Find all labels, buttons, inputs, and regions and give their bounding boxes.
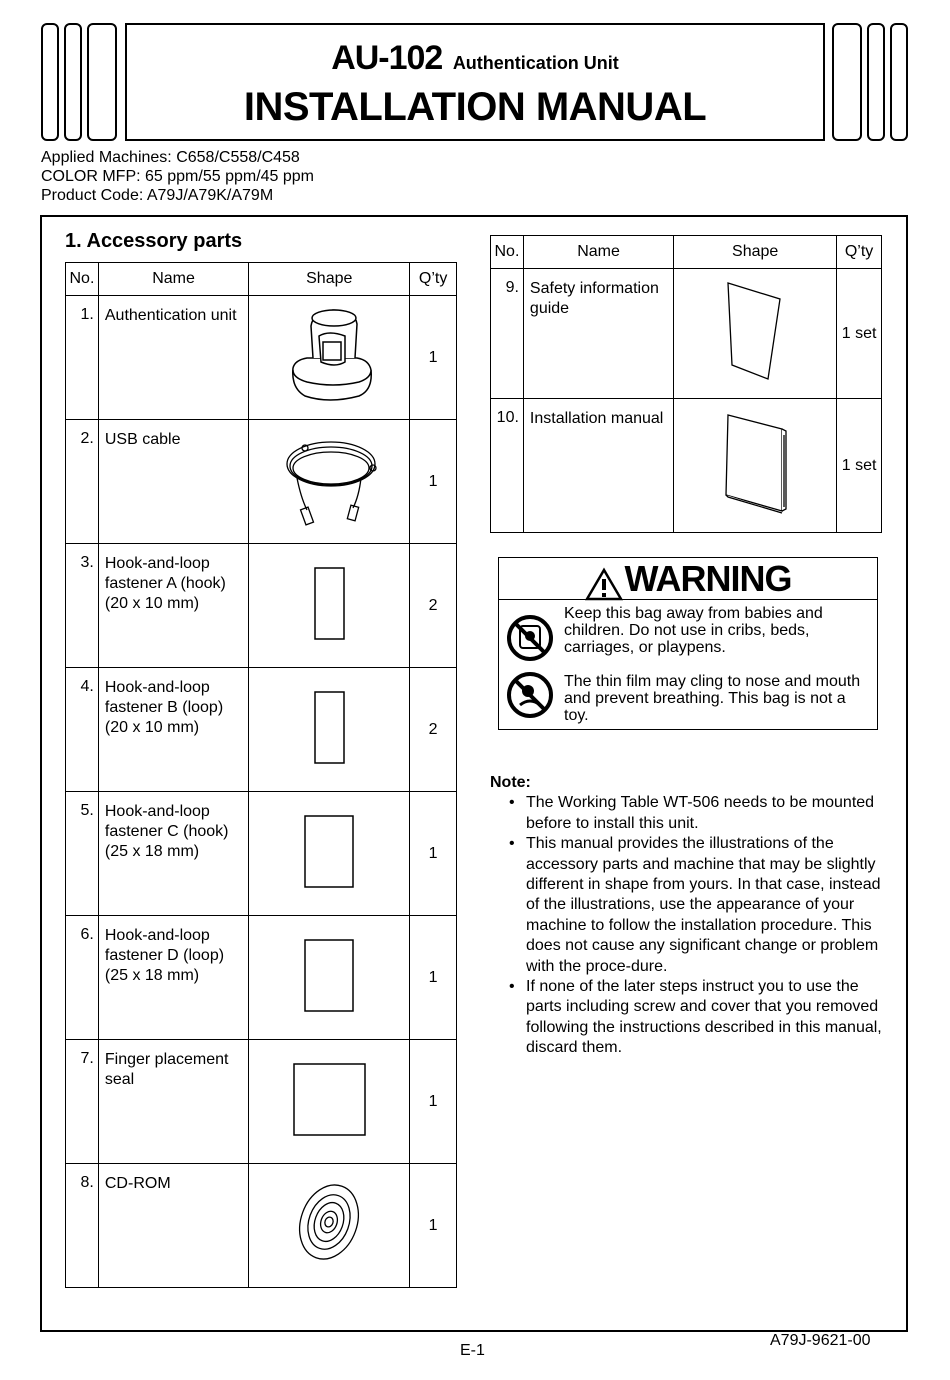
fastener-a-icon <box>249 544 409 662</box>
part-no: 4. <box>66 668 99 792</box>
header-bar <box>87 23 117 141</box>
col-qty-header: Q’ty <box>837 236 882 269</box>
note-section <box>490 773 890 1059</box>
part-no: 6. <box>66 916 99 1040</box>
part-qty: 2 <box>410 668 457 792</box>
header-bar <box>64 23 82 141</box>
section-title: 1. Accessory parts <box>65 230 243 252</box>
part-name: Hook-and-loop fastener C (hook) (25 x 18 mm) <box>98 792 248 916</box>
part-shape <box>674 269 837 399</box>
part-qty: 1 set <box>837 269 882 399</box>
part-qty: 1 <box>410 296 457 420</box>
part-shape <box>674 399 837 533</box>
col-no-header: No. <box>66 263 99 296</box>
part-name: Installation manual <box>523 399 673 533</box>
table-row <box>66 668 457 792</box>
warning-box <box>498 557 878 730</box>
part-name: CD-ROM <box>98 1164 248 1288</box>
part-qty: 1 <box>410 792 457 916</box>
part-no: 8. <box>66 1164 99 1288</box>
table-row <box>66 296 457 420</box>
fastener-b-icon <box>249 668 409 786</box>
safety-guide-icon <box>674 269 836 393</box>
document-code: A79J-9621-00 <box>770 1332 871 1349</box>
part-qty: 1 <box>410 1164 457 1288</box>
fastener-c-icon <box>249 792 409 910</box>
warning-text-1: Keep this bag away from babies and children. Do not use in cribs, beds, carriages, or playpens. <box>564 605 823 656</box>
fastener-d-icon <box>249 916 409 1034</box>
applied-machines-info <box>41 148 314 205</box>
list-item: • The Working Table WT-506 needs to be mounted before to install this unit. <box>490 793 890 834</box>
part-shape <box>249 668 410 792</box>
table-row <box>491 269 882 399</box>
part-name: Hook-and-loop fastener A (hook) (20 x 10 mm) <box>98 544 248 668</box>
header-title-box <box>125 23 825 141</box>
part-name: Safety information guide <box>523 269 673 399</box>
part-name: Authentication unit <box>98 296 248 420</box>
finger-seal-icon <box>249 1040 409 1158</box>
no-baby-in-bag-icon <box>506 614 554 662</box>
part-no: 2. <box>66 420 99 544</box>
model-subtitle: Authentication Unit <box>452 53 619 73</box>
part-shape <box>249 544 410 668</box>
list-item: • If none of the later steps instruct you to use the parts including screw and cover that you removed following the instructions described in this manual, discard them. <box>490 977 890 1059</box>
part-no: 7. <box>66 1040 99 1164</box>
list-item: • This manual provides the illustrations of the accessory parts and machine that may be slightly different in shape from yours. In that case, instead of the illustrations, use the appearance of your machine to follow the installation procedure. This does not cause any significant change or problem with the proce-dure. <box>490 834 890 977</box>
warning-triangle-icon <box>585 567 623 601</box>
part-shape <box>249 420 410 544</box>
usb-cable-icon <box>249 420 409 538</box>
part-qty: 2 <box>410 544 457 668</box>
part-shape <box>249 916 410 1040</box>
part-no: 5. <box>66 792 99 916</box>
table-row <box>66 420 457 544</box>
table-row <box>66 544 457 668</box>
col-shape-header: Shape <box>249 263 410 296</box>
header-model-line <box>127 39 823 78</box>
color-mfp: COLOR MFP: 65 ppm/55 ppm/45 ppm <box>41 168 314 185</box>
part-shape <box>249 1164 410 1288</box>
part-no: 10. <box>491 399 524 533</box>
part-no: 9. <box>491 269 524 399</box>
col-qty-header: Q’ty <box>410 263 457 296</box>
header-bar <box>867 23 885 141</box>
no-suffocation-icon <box>506 671 554 719</box>
model-name: AU-102 <box>331 39 443 77</box>
part-name: USB cable <box>98 420 248 544</box>
note-title: Note: <box>490 774 531 791</box>
table-row <box>66 916 457 1040</box>
page-number: E-1 <box>460 1342 485 1359</box>
part-qty: 1 set <box>837 399 882 533</box>
applied-machines: Applied Machines: C658/C558/C458 <box>41 149 300 166</box>
header-bar <box>890 23 908 141</box>
accessory-parts-table-left <box>65 262 457 1288</box>
part-no: 1. <box>66 296 99 420</box>
table-row <box>66 1040 457 1164</box>
cd-rom-icon <box>249 1164 409 1282</box>
product-code: Product Code: A79J/A79K/A79M <box>41 187 274 204</box>
note-list <box>490 793 890 1058</box>
part-no: 3. <box>66 544 99 668</box>
part-qty: 1 <box>410 420 457 544</box>
table-header-row <box>491 236 882 269</box>
part-shape <box>249 296 410 420</box>
authentication-unit-icon <box>249 296 409 414</box>
part-shape <box>249 1040 410 1164</box>
table-row <box>66 1164 457 1288</box>
part-name: Hook-and-loop fastener D (loop) (25 x 18 mm) <box>98 916 248 1040</box>
installation-manual-icon <box>674 399 836 527</box>
header-bar <box>41 23 59 141</box>
accessory-parts-table-right <box>490 235 882 533</box>
page-title: INSTALLATION MANUAL <box>243 85 707 129</box>
col-no-header: No. <box>491 236 524 269</box>
table-header-row <box>66 263 457 296</box>
warning-title: WARNING <box>624 558 792 599</box>
table-row <box>491 399 882 533</box>
col-shape-header: Shape <box>674 236 837 269</box>
part-name: Finger placement seal <box>98 1040 248 1164</box>
header-bar <box>832 23 862 141</box>
warning-header <box>499 558 877 600</box>
col-name-header: Name <box>523 236 673 269</box>
part-name: Hook-and-loop fastener B (loop) (20 x 10 mm) <box>98 668 248 792</box>
part-qty: 1 <box>410 1040 457 1164</box>
part-qty: 1 <box>410 916 457 1040</box>
warning-text-2: The thin film may cling to nose and mouth and prevent breathing. This bag is not a toy. <box>564 673 861 724</box>
part-shape <box>249 792 410 916</box>
table-row <box>66 792 457 916</box>
col-name-header: Name <box>98 263 248 296</box>
